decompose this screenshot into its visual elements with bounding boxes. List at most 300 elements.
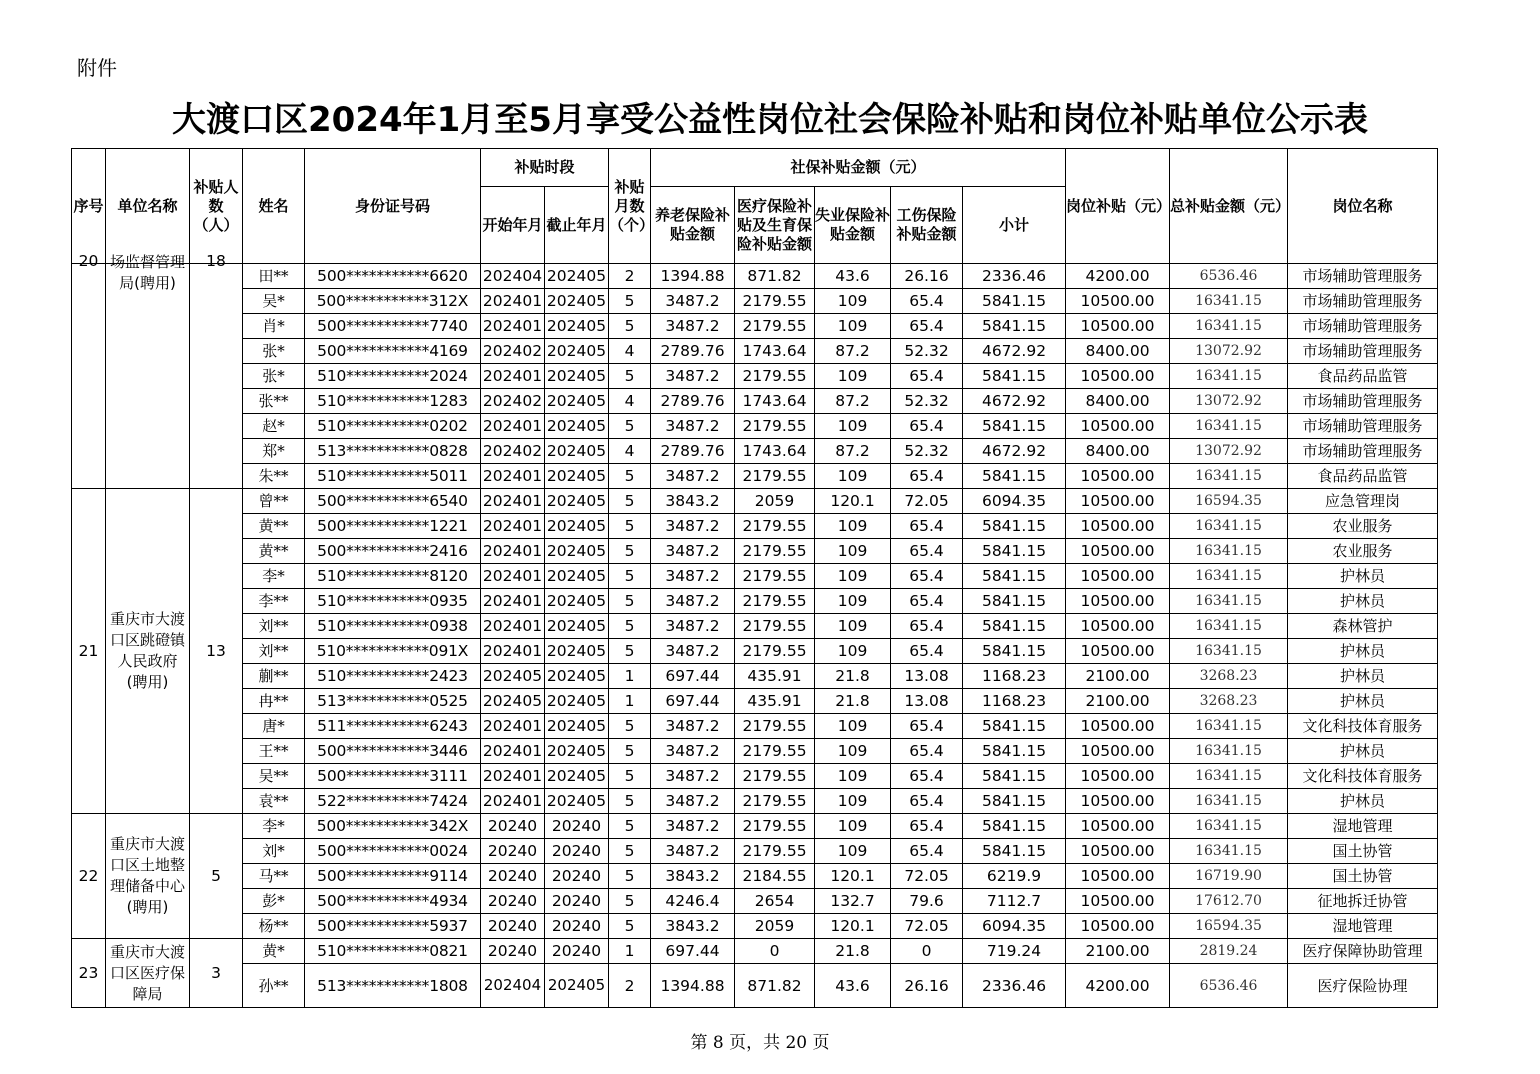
post-subsidy-cell: 2100.00: [1066, 689, 1170, 714]
name-cell: 赵*: [243, 414, 305, 439]
unemployment-cell: 120.1: [815, 489, 891, 514]
subtotal-cell: 6094.35: [963, 489, 1066, 514]
total-cell: 3268.23: [1170, 664, 1288, 689]
unemployment-cell: 109: [815, 589, 891, 614]
post-name-cell: 农业服务: [1288, 539, 1438, 564]
start-cell: 202401: [481, 714, 545, 739]
id-cell: 500***********3446: [305, 739, 481, 764]
subtotal-cell: 5841.15: [963, 364, 1066, 389]
table-row: [72, 814, 1438, 839]
table-row: [72, 914, 1438, 939]
total-cell: 13072.92: [1170, 439, 1288, 464]
pension-cell: 3487.2: [651, 539, 735, 564]
post-name-cell: 应急管理岗: [1288, 489, 1438, 514]
subtotal-cell: 4672.92: [963, 389, 1066, 414]
pension-cell: 3487.2: [651, 364, 735, 389]
months-cell: 4: [609, 389, 651, 414]
injury-cell: 52.32: [891, 389, 963, 414]
start-cell: 202401: [481, 489, 545, 514]
medical-cell: 871.82: [735, 264, 815, 289]
post-subsidy-cell: 8400.00: [1066, 339, 1170, 364]
total-cell: 16719.90: [1170, 864, 1288, 889]
id-cell: 510***********0935: [305, 589, 481, 614]
medical-cell: 435.91: [735, 689, 815, 714]
id-cell: 510***********0821: [305, 939, 481, 964]
post-subsidy-cell: 10500.00: [1066, 739, 1170, 764]
total-cell: 16341.15: [1170, 789, 1288, 814]
end-cell: 202405: [545, 464, 609, 489]
post-subsidy-cell: 10500.00: [1066, 914, 1170, 939]
count-cell: 13: [190, 489, 243, 814]
total-cell: 16341.15: [1170, 839, 1288, 864]
pension-cell: 3487.2: [651, 714, 735, 739]
subtotal-cell: 5841.15: [963, 564, 1066, 589]
seq-cell: 23: [72, 939, 106, 1008]
header-total: 总补贴金额（元）: [1170, 149, 1288, 264]
header-pension: 养老保险补贴金额: [651, 187, 735, 264]
medical-cell: 2059: [735, 489, 815, 514]
name-cell: 袁**: [243, 789, 305, 814]
end-cell: 202405: [545, 489, 609, 514]
name-cell: 唐*: [243, 714, 305, 739]
subtotal-cell: 5841.15: [963, 464, 1066, 489]
post-subsidy-cell: 8400.00: [1066, 439, 1170, 464]
medical-cell: 2179.55: [735, 589, 815, 614]
table-row: [72, 464, 1438, 489]
post-name-cell: 市场辅助管理服务: [1288, 264, 1438, 289]
table-row: [72, 689, 1438, 714]
unit-cell: 重庆市大渡口区医疗保障局: [106, 939, 190, 1008]
months-cell: 5: [609, 739, 651, 764]
unemployment-cell: 109: [815, 314, 891, 339]
header-months: 补贴月数（个）: [609, 149, 651, 264]
post-name-cell: 护林员: [1288, 739, 1438, 764]
post-subsidy-cell: 10500.00: [1066, 864, 1170, 889]
subtotal-cell: 5841.15: [963, 839, 1066, 864]
pension-cell: 3487.2: [651, 839, 735, 864]
unemployment-cell: 109: [815, 464, 891, 489]
id-cell: 513***********0828: [305, 439, 481, 464]
name-cell: 朱**: [243, 464, 305, 489]
id-cell: 500***********1221: [305, 514, 481, 539]
post-name-cell: 市场辅助管理服务: [1288, 289, 1438, 314]
id-cell: 510***********8120: [305, 564, 481, 589]
name-cell: 刘**: [243, 639, 305, 664]
table-row: [72, 339, 1438, 364]
injury-cell: 65.4: [891, 714, 963, 739]
months-cell: 5: [609, 464, 651, 489]
subtotal-cell: 4672.92: [963, 339, 1066, 364]
name-cell: 黄*: [243, 939, 305, 964]
injury-cell: 65.4: [891, 414, 963, 439]
pension-cell: 3487.2: [651, 614, 735, 639]
unemployment-cell: 109: [815, 414, 891, 439]
id-cell: 511***********6243: [305, 714, 481, 739]
header-seq: 序号: [72, 149, 106, 264]
post-name-cell: 食品药品监管: [1288, 364, 1438, 389]
start-cell: 202401: [481, 589, 545, 614]
end-cell: 202405: [545, 414, 609, 439]
medical-cell: 2179.55: [735, 539, 815, 564]
post-subsidy-cell: 10500.00: [1066, 489, 1170, 514]
months-cell: 4: [609, 339, 651, 364]
pension-cell: 3843.2: [651, 914, 735, 939]
name-cell: 郑*: [243, 439, 305, 464]
medical-cell: 2059: [735, 914, 815, 939]
start-cell: 202401: [481, 614, 545, 639]
medical-cell: 2179.55: [735, 639, 815, 664]
pension-cell: 3487.2: [651, 764, 735, 789]
end-cell: 202405: [545, 639, 609, 664]
unemployment-cell: 109: [815, 639, 891, 664]
post-name-cell: 湿地管理: [1288, 814, 1438, 839]
post-name-cell: 护林员: [1288, 639, 1438, 664]
id-cell: 510***********0202: [305, 414, 481, 439]
start-cell: 202402: [481, 439, 545, 464]
pension-cell: 4246.4: [651, 889, 735, 914]
injury-cell: 65.4: [891, 764, 963, 789]
medical-cell: 1743.64: [735, 339, 815, 364]
id-cell: 500***********4934: [305, 889, 481, 914]
name-cell: 田**: [243, 264, 305, 289]
id-cell: 522***********7424: [305, 789, 481, 814]
subtotal-cell: 5841.15: [963, 514, 1066, 539]
pension-cell: 3487.2: [651, 314, 735, 339]
page-title: 大渡口区2024年1月至5月享受公益性岗位社会保险补贴和岗位补贴单位公示表: [172, 100, 1368, 140]
total-cell: 16341.15: [1170, 564, 1288, 589]
id-cell: 510***********1283: [305, 389, 481, 414]
months-cell: 5: [609, 289, 651, 314]
post-subsidy-cell: 10500.00: [1066, 414, 1170, 439]
count-cell: [190, 252, 243, 489]
post-subsidy-cell: 10500.00: [1066, 589, 1170, 614]
pension-cell: 2789.76: [651, 389, 735, 414]
id-cell: 510***********5011: [305, 464, 481, 489]
start-cell: 202401: [481, 289, 545, 314]
injury-cell: 52.32: [891, 439, 963, 464]
post-subsidy-cell: 10500.00: [1066, 814, 1170, 839]
post-subsidy-cell: 10500.00: [1066, 539, 1170, 564]
header-period: 补贴时段: [481, 149, 609, 187]
post-name-cell: 国土协管: [1288, 839, 1438, 864]
unemployment-cell: 109: [815, 764, 891, 789]
months-cell: 5: [609, 889, 651, 914]
end-cell: 202405: [545, 964, 609, 1008]
name-cell: 孙**: [243, 964, 305, 1008]
unemployment-cell: 109: [815, 514, 891, 539]
pension-cell: 1394.88: [651, 264, 735, 289]
medical-cell: 2179.55: [735, 764, 815, 789]
medical-cell: 2654: [735, 889, 815, 914]
id-cell: 500***********4169: [305, 339, 481, 364]
count-cell-text: 18: [206, 252, 226, 270]
subtotal-cell: 1168.23: [963, 689, 1066, 714]
start-cell: 20240: [481, 939, 545, 964]
header-subtotal: 小计: [963, 187, 1066, 264]
pension-cell: 3487.2: [651, 639, 735, 664]
id-cell: 500***********6540: [305, 489, 481, 514]
id-cell: 500***********7740: [305, 314, 481, 339]
start-cell: 202401: [481, 764, 545, 789]
pension-cell: 697.44: [651, 664, 735, 689]
months-cell: 5: [609, 789, 651, 814]
injury-cell: 72.05: [891, 489, 963, 514]
unemployment-cell: 132.7: [815, 889, 891, 914]
table-row: [72, 414, 1438, 439]
post-name-cell: 森林管护: [1288, 614, 1438, 639]
months-cell: 5: [609, 764, 651, 789]
unemployment-cell: 109: [815, 614, 891, 639]
unemployment-cell: 43.6: [815, 264, 891, 289]
months-cell: 1: [609, 689, 651, 714]
unemployment-cell: 109: [815, 789, 891, 814]
table-row: [72, 739, 1438, 764]
start-cell: 202404: [481, 264, 545, 289]
name-cell: 吴*: [243, 289, 305, 314]
end-cell: 20240: [545, 889, 609, 914]
post-subsidy-cell: 10500.00: [1066, 464, 1170, 489]
months-cell: 4: [609, 439, 651, 464]
name-cell: 马**: [243, 864, 305, 889]
id-cell: 510***********091X: [305, 639, 481, 664]
header-post-subsidy: 岗位补贴（元）: [1066, 149, 1170, 264]
name-cell: 李*: [243, 564, 305, 589]
post-name-cell: 护林员: [1288, 589, 1438, 614]
pension-cell: 2789.76: [651, 339, 735, 364]
name-cell: 肖*: [243, 314, 305, 339]
unit-cell: 重庆市大渡口区土地整理储备中心(聘用): [106, 814, 190, 939]
name-cell: 李**: [243, 589, 305, 614]
unemployment-cell: 109: [815, 814, 891, 839]
post-name-cell: 征地拆迁协管: [1288, 889, 1438, 914]
table-row: [72, 539, 1438, 564]
total-cell: 16341.15: [1170, 539, 1288, 564]
post-subsidy-cell: 10500.00: [1066, 614, 1170, 639]
subtotal-cell: 2336.46: [963, 264, 1066, 289]
total-cell: 6536.46: [1170, 964, 1288, 1008]
name-cell: 蒯**: [243, 664, 305, 689]
subtotal-cell: 1168.23: [963, 664, 1066, 689]
start-cell: 202401: [481, 414, 545, 439]
pension-cell: 3487.2: [651, 464, 735, 489]
start-cell: 202401: [481, 364, 545, 389]
medical-cell: 2179.55: [735, 364, 815, 389]
post-name-cell: 护林员: [1288, 664, 1438, 689]
unemployment-cell: 109: [815, 564, 891, 589]
end-cell: 202405: [545, 339, 609, 364]
pension-cell: 3487.2: [651, 814, 735, 839]
start-cell: 202405: [481, 689, 545, 714]
start-cell: 20240: [481, 914, 545, 939]
unemployment-cell: 43.6: [815, 964, 891, 1008]
injury-cell: 65.4: [891, 789, 963, 814]
medical-cell: 2179.55: [735, 414, 815, 439]
total-cell: 16341.15: [1170, 764, 1288, 789]
medical-cell: 435.91: [735, 664, 815, 689]
name-cell: 曾**: [243, 489, 305, 514]
pension-cell: 3487.2: [651, 564, 735, 589]
injury-cell: 65.4: [891, 814, 963, 839]
start-cell: 202401: [481, 739, 545, 764]
name-cell: 张*: [243, 339, 305, 364]
post-name-cell: 湿地管理: [1288, 914, 1438, 939]
start-cell: 202404: [481, 964, 545, 1008]
months-cell: 5: [609, 514, 651, 539]
injury-cell: 13.08: [891, 689, 963, 714]
subtotal-cell: 5841.15: [963, 414, 1066, 439]
total-cell: 17612.70: [1170, 889, 1288, 914]
start-cell: 202402: [481, 389, 545, 414]
medical-cell: 2179.55: [735, 464, 815, 489]
end-cell: 202405: [545, 539, 609, 564]
post-subsidy-cell: 8400.00: [1066, 389, 1170, 414]
months-cell: 5: [609, 314, 651, 339]
injury-cell: 65.4: [891, 514, 963, 539]
start-cell: 202401: [481, 539, 545, 564]
total-cell: 2819.24: [1170, 939, 1288, 964]
table-row: [72, 264, 1438, 289]
post-name-cell: 护林员: [1288, 689, 1438, 714]
table-row: [72, 589, 1438, 614]
header-start: 开始年月: [481, 187, 545, 264]
name-cell: 王**: [243, 739, 305, 764]
total-cell: 16341.15: [1170, 464, 1288, 489]
subtotal-cell: 5841.15: [963, 614, 1066, 639]
end-cell: 202405: [545, 664, 609, 689]
end-cell: 202405: [545, 739, 609, 764]
unemployment-cell: 109: [815, 839, 891, 864]
injury-cell: 52.32: [891, 339, 963, 364]
months-cell: 1: [609, 939, 651, 964]
injury-cell: 65.4: [891, 839, 963, 864]
total-cell: 16341.15: [1170, 714, 1288, 739]
start-cell: 202401: [481, 514, 545, 539]
total-cell: 16594.35: [1170, 489, 1288, 514]
months-cell: 2: [609, 264, 651, 289]
unemployment-cell: 21.8: [815, 939, 891, 964]
total-cell: 16341.15: [1170, 639, 1288, 664]
months-cell: 5: [609, 589, 651, 614]
start-cell: 20240: [481, 864, 545, 889]
start-cell: 20240: [481, 889, 545, 914]
header-post-name: 岗位名称: [1288, 149, 1438, 264]
id-cell: 500***********3111: [305, 764, 481, 789]
name-cell: 刘**: [243, 614, 305, 639]
table-row: [72, 939, 1438, 964]
total-cell: 3268.23: [1170, 689, 1288, 714]
end-cell: 202405: [545, 314, 609, 339]
end-cell: 202405: [545, 364, 609, 389]
count-cell: 3: [190, 939, 243, 1008]
table-row: [72, 289, 1438, 314]
pension-cell: 697.44: [651, 939, 735, 964]
table-row: [72, 514, 1438, 539]
medical-cell: 2179.55: [735, 514, 815, 539]
subtotal-cell: 5841.15: [963, 539, 1066, 564]
table-row: [72, 614, 1438, 639]
end-cell: 20240: [545, 814, 609, 839]
attachment-label: 附件: [77, 56, 117, 80]
injury-cell: 13.08: [891, 664, 963, 689]
post-subsidy-cell: 10500.00: [1066, 289, 1170, 314]
injury-cell: 65.4: [891, 614, 963, 639]
medical-cell: 2179.55: [735, 314, 815, 339]
table-row: [72, 364, 1438, 389]
subsidy-table-container: [71, 148, 1437, 1014]
start-cell: 20240: [481, 814, 545, 839]
name-cell: 冉**: [243, 689, 305, 714]
table-row: [72, 489, 1438, 514]
header-end: 截止年月: [545, 187, 609, 264]
unemployment-cell: 120.1: [815, 864, 891, 889]
end-cell: 202405: [545, 789, 609, 814]
end-cell: 202405: [545, 439, 609, 464]
header-unemployment: 失业保险补贴金额: [815, 187, 891, 264]
seq-cell: [72, 252, 106, 489]
seq-cell-text: 20: [78, 252, 99, 270]
table-row: [72, 839, 1438, 864]
name-cell: 刘*: [243, 839, 305, 864]
medical-cell: 2179.55: [735, 714, 815, 739]
post-name-cell: 医疗保障协助管理: [1288, 939, 1438, 964]
table-row: [72, 664, 1438, 689]
post-subsidy-cell: 10500.00: [1066, 789, 1170, 814]
pension-cell: 3487.2: [651, 514, 735, 539]
end-cell: 202405: [545, 714, 609, 739]
injury-cell: 65.4: [891, 564, 963, 589]
table-row: [72, 389, 1438, 414]
pension-cell: 697.44: [651, 689, 735, 714]
months-cell: 5: [609, 489, 651, 514]
post-subsidy-cell: 10500.00: [1066, 364, 1170, 389]
unemployment-cell: 87.2: [815, 389, 891, 414]
name-cell: 杨**: [243, 914, 305, 939]
injury-cell: 72.05: [891, 864, 963, 889]
months-cell: 5: [609, 839, 651, 864]
end-cell: 202405: [545, 264, 609, 289]
table-row: [72, 964, 1438, 1008]
subtotal-cell: 719.24: [963, 939, 1066, 964]
id-cell: 510***********2024: [305, 364, 481, 389]
end-cell: 202405: [545, 614, 609, 639]
total-cell: 16341.15: [1170, 414, 1288, 439]
post-name-cell: 市场辅助管理服务: [1288, 389, 1438, 414]
end-cell: 20240: [545, 864, 609, 889]
post-subsidy-cell: 10500.00: [1066, 714, 1170, 739]
months-cell: 1: [609, 664, 651, 689]
total-cell: 16341.15: [1170, 589, 1288, 614]
months-cell: 5: [609, 414, 651, 439]
unemployment-cell: 87.2: [815, 439, 891, 464]
injury-cell: 65.4: [891, 314, 963, 339]
table-row: [72, 314, 1438, 339]
injury-cell: 65.4: [891, 589, 963, 614]
medical-cell: 2179.55: [735, 814, 815, 839]
unemployment-cell: 87.2: [815, 339, 891, 364]
injury-cell: 65.4: [891, 464, 963, 489]
post-name-cell: 文化科技体育服务: [1288, 714, 1438, 739]
seq-cell: 21: [72, 489, 106, 814]
name-cell: 张**: [243, 389, 305, 414]
subtotal-cell: 7112.7: [963, 889, 1066, 914]
months-cell: 5: [609, 614, 651, 639]
table-row: [72, 714, 1438, 739]
id-cell: 500***********2416: [305, 539, 481, 564]
medical-cell: 2179.55: [735, 289, 815, 314]
unemployment-cell: 21.8: [815, 689, 891, 714]
months-cell: 2: [609, 964, 651, 1008]
post-name-cell: 市场辅助管理服务: [1288, 439, 1438, 464]
